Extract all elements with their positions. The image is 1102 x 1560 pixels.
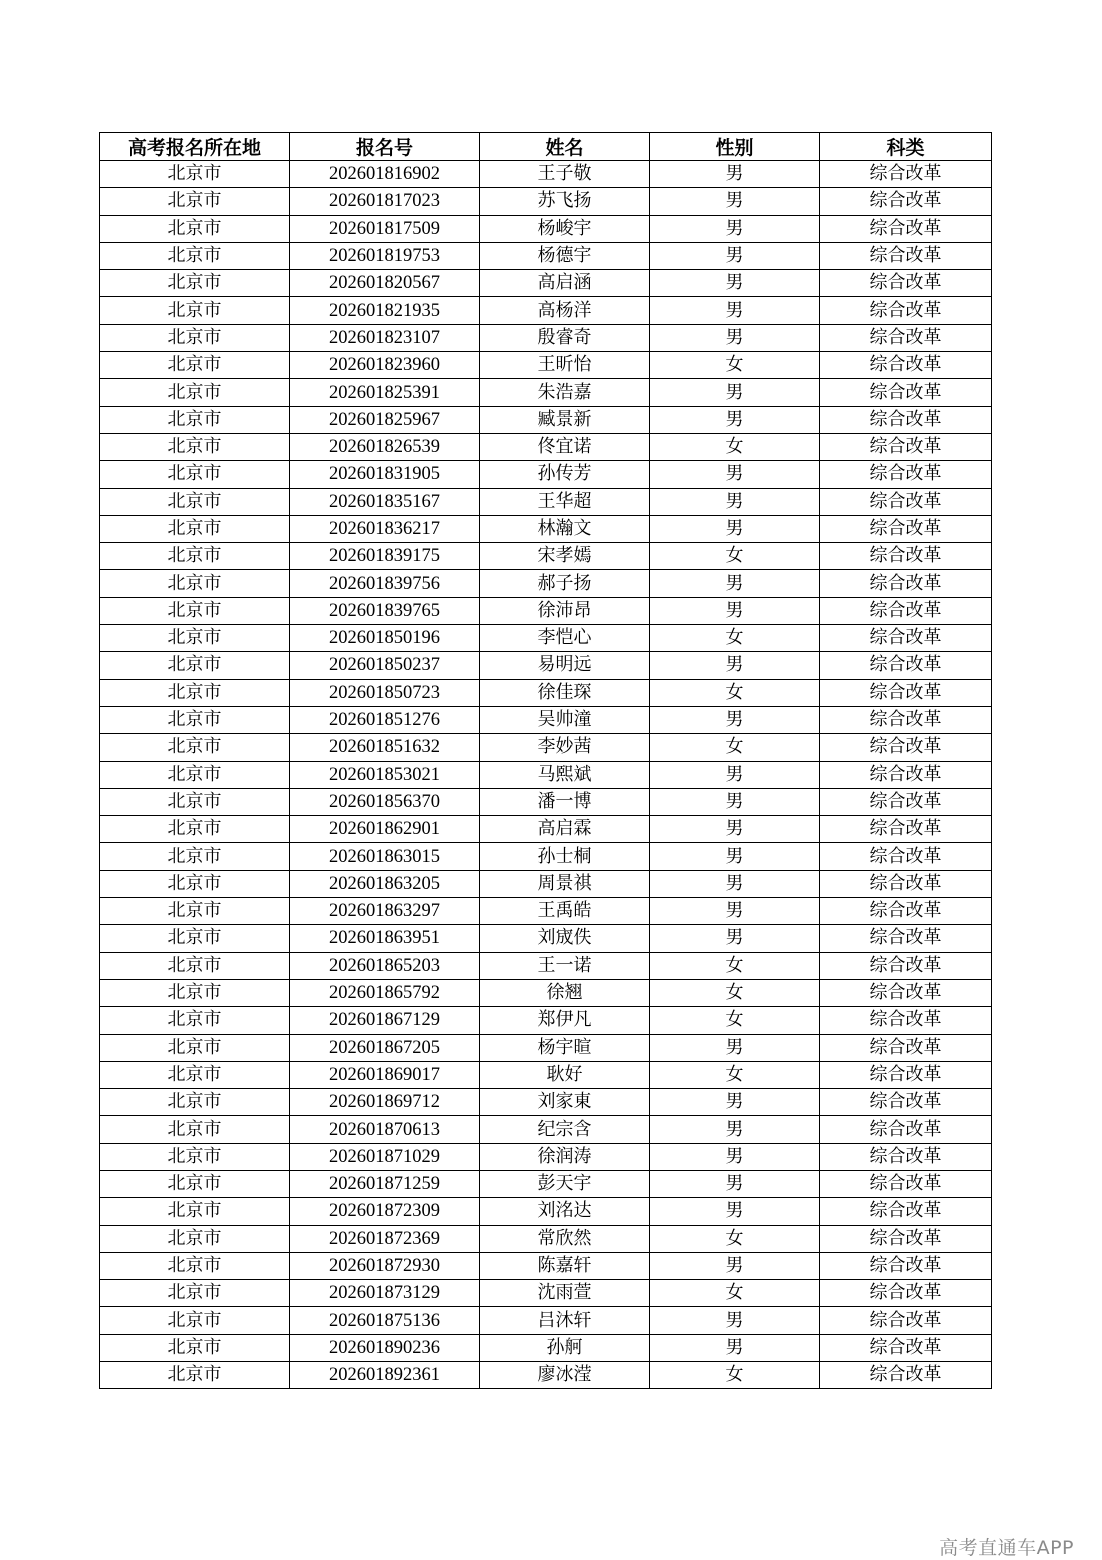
cell-registration-number: 202601850196 xyxy=(290,625,480,652)
cell-location: 北京市 xyxy=(100,270,290,297)
cell-gender: 男 xyxy=(650,1307,820,1334)
cell-registration-number: 202601892361 xyxy=(290,1362,480,1389)
cell-gender: 女 xyxy=(650,1225,820,1252)
cell-name: 李恺心 xyxy=(480,625,650,652)
cell-registration-number: 202601875136 xyxy=(290,1307,480,1334)
cell-registration-number: 202601853021 xyxy=(290,761,480,788)
table-row xyxy=(100,1143,992,1170)
table-row xyxy=(100,215,992,242)
cell-name: 王子敬 xyxy=(480,161,650,188)
cell-subject-category: 综合改革 xyxy=(820,1089,992,1116)
table-row xyxy=(100,898,992,925)
table-row xyxy=(100,488,992,515)
cell-registration-number: 202601865792 xyxy=(290,979,480,1006)
cell-gender: 男 xyxy=(650,870,820,897)
cell-registration-number: 202601873129 xyxy=(290,1280,480,1307)
cell-name: 徐翘 xyxy=(480,979,650,1006)
cell-subject-category: 综合改革 xyxy=(820,734,992,761)
cell-name: 杨峻宇 xyxy=(480,215,650,242)
cell-registration-number: 202601871259 xyxy=(290,1170,480,1197)
cell-registration-number: 202601869017 xyxy=(290,1061,480,1088)
cell-gender: 女 xyxy=(650,734,820,761)
cell-location: 北京市 xyxy=(100,488,290,515)
cell-gender: 男 xyxy=(650,816,820,843)
cell-gender: 男 xyxy=(650,242,820,269)
cell-location: 北京市 xyxy=(100,843,290,870)
table-row xyxy=(100,297,992,324)
cell-gender: 男 xyxy=(650,925,820,952)
cell-location: 北京市 xyxy=(100,1089,290,1116)
cell-subject-category: 综合改革 xyxy=(820,843,992,870)
cell-registration-number: 202601823960 xyxy=(290,352,480,379)
cell-subject-category: 综合改革 xyxy=(820,352,992,379)
cell-location: 北京市 xyxy=(100,1116,290,1143)
table-row xyxy=(100,597,992,624)
table-row xyxy=(100,242,992,269)
cell-name: 陈嘉轩 xyxy=(480,1252,650,1279)
cell-gender: 男 xyxy=(650,761,820,788)
cell-subject-category: 综合改革 xyxy=(820,461,992,488)
cell-location: 北京市 xyxy=(100,1307,290,1334)
cell-name: 徐沛昂 xyxy=(480,597,650,624)
cell-location: 北京市 xyxy=(100,1334,290,1361)
cell-subject-category: 综合改革 xyxy=(820,570,992,597)
table-row xyxy=(100,761,992,788)
cell-subject-category: 综合改革 xyxy=(820,188,992,215)
cell-location: 北京市 xyxy=(100,1007,290,1034)
cell-registration-number: 202601871029 xyxy=(290,1143,480,1170)
cell-location: 北京市 xyxy=(100,898,290,925)
cell-registration-number: 202601831905 xyxy=(290,461,480,488)
cell-location: 北京市 xyxy=(100,188,290,215)
cell-gender: 男 xyxy=(650,461,820,488)
cell-location: 北京市 xyxy=(100,652,290,679)
cell-subject-category: 综合改革 xyxy=(820,761,992,788)
table-row xyxy=(100,925,992,952)
cell-location: 北京市 xyxy=(100,379,290,406)
cell-gender: 男 xyxy=(650,161,820,188)
table-row xyxy=(100,188,992,215)
table-row xyxy=(100,706,992,733)
cell-gender: 男 xyxy=(650,1252,820,1279)
cell-subject-category: 综合改革 xyxy=(820,488,992,515)
table-row xyxy=(100,352,992,379)
cell-gender: 男 xyxy=(650,1170,820,1197)
cell-location: 北京市 xyxy=(100,870,290,897)
cell-subject-category: 综合改革 xyxy=(820,1143,992,1170)
cell-name: 郑伊凡 xyxy=(480,1007,650,1034)
cell-registration-number: 202601865203 xyxy=(290,952,480,979)
cell-gender: 男 xyxy=(650,270,820,297)
cell-name: 杨宇暄 xyxy=(480,1034,650,1061)
cell-location: 北京市 xyxy=(100,352,290,379)
table-row xyxy=(100,1307,992,1334)
cell-location: 北京市 xyxy=(100,406,290,433)
cell-registration-number: 202601872930 xyxy=(290,1252,480,1279)
cell-registration-number: 202601850723 xyxy=(290,679,480,706)
table-row xyxy=(100,461,992,488)
cell-location: 北京市 xyxy=(100,952,290,979)
cell-gender: 男 xyxy=(650,379,820,406)
cell-name: 王华超 xyxy=(480,488,650,515)
cell-subject-category: 综合改革 xyxy=(820,1362,992,1389)
cell-subject-category: 综合改革 xyxy=(820,324,992,351)
cell-subject-category: 综合改革 xyxy=(820,1334,992,1361)
cell-name: 纪宗含 xyxy=(480,1116,650,1143)
cell-gender: 男 xyxy=(650,597,820,624)
cell-registration-number: 202601816902 xyxy=(290,161,480,188)
cell-gender: 女 xyxy=(650,679,820,706)
cell-gender: 女 xyxy=(650,952,820,979)
cell-registration-number: 202601863951 xyxy=(290,925,480,952)
table-row xyxy=(100,1198,992,1225)
cell-name: 常欣然 xyxy=(480,1225,650,1252)
cell-name: 臧景新 xyxy=(480,406,650,433)
cell-name: 朱浩嘉 xyxy=(480,379,650,406)
column-header-gender: 性别 xyxy=(650,133,820,161)
cell-name: 吴帅潼 xyxy=(480,706,650,733)
cell-gender: 女 xyxy=(650,979,820,1006)
cell-subject-category: 综合改革 xyxy=(820,706,992,733)
cell-gender: 女 xyxy=(650,625,820,652)
cell-name: 彭天宇 xyxy=(480,1170,650,1197)
watermark-text: 高考直通车APP xyxy=(939,1537,1074,1559)
cell-location: 北京市 xyxy=(100,734,290,761)
cell-gender: 男 xyxy=(650,488,820,515)
cell-location: 北京市 xyxy=(100,706,290,733)
table-row xyxy=(100,1007,992,1034)
cell-subject-category: 综合改革 xyxy=(820,433,992,460)
cell-gender: 男 xyxy=(650,1034,820,1061)
cell-subject-category: 综合改革 xyxy=(820,1170,992,1197)
cell-registration-number: 202601839765 xyxy=(290,597,480,624)
table-row xyxy=(100,161,992,188)
cell-subject-category: 综合改革 xyxy=(820,788,992,815)
table-row xyxy=(100,1034,992,1061)
cell-registration-number: 202601890236 xyxy=(290,1334,480,1361)
table-row xyxy=(100,543,992,570)
cell-registration-number: 202601839756 xyxy=(290,570,480,597)
table-row xyxy=(100,515,992,542)
cell-location: 北京市 xyxy=(100,1362,290,1389)
cell-location: 北京市 xyxy=(100,515,290,542)
cell-gender: 女 xyxy=(650,1362,820,1389)
cell-location: 北京市 xyxy=(100,1225,290,1252)
cell-name: 苏飞扬 xyxy=(480,188,650,215)
table-row xyxy=(100,1116,992,1143)
cell-name: 高启霖 xyxy=(480,816,650,843)
cell-subject-category: 综合改革 xyxy=(820,625,992,652)
cell-subject-category: 综合改革 xyxy=(820,1198,992,1225)
cell-name: 李妙茜 xyxy=(480,734,650,761)
cell-registration-number: 202601851632 xyxy=(290,734,480,761)
cell-registration-number: 202601850237 xyxy=(290,652,480,679)
cell-subject-category: 综合改革 xyxy=(820,679,992,706)
table-row xyxy=(100,570,992,597)
table-body xyxy=(100,161,992,1389)
cell-location: 北京市 xyxy=(100,625,290,652)
table-row xyxy=(100,870,992,897)
cell-gender: 女 xyxy=(650,1280,820,1307)
cell-name: 王禹皓 xyxy=(480,898,650,925)
cell-name: 殷睿奇 xyxy=(480,324,650,351)
cell-registration-number: 202601863205 xyxy=(290,870,480,897)
cell-subject-category: 综合改革 xyxy=(820,925,992,952)
cell-location: 北京市 xyxy=(100,242,290,269)
table-row xyxy=(100,788,992,815)
cell-name: 徐润涛 xyxy=(480,1143,650,1170)
cell-subject-category: 综合改革 xyxy=(820,652,992,679)
cell-gender: 男 xyxy=(650,1198,820,1225)
table-row xyxy=(100,816,992,843)
table-row xyxy=(100,1089,992,1116)
cell-name: 刘洺达 xyxy=(480,1198,650,1225)
table-row xyxy=(100,324,992,351)
cell-name: 吕沐轩 xyxy=(480,1307,650,1334)
cell-name: 宋孝嫣 xyxy=(480,543,650,570)
admission-list-table xyxy=(99,132,992,1389)
cell-location: 北京市 xyxy=(100,433,290,460)
cell-location: 北京市 xyxy=(100,1143,290,1170)
cell-name: 马熙斌 xyxy=(480,761,650,788)
cell-registration-number: 202601823107 xyxy=(290,324,480,351)
cell-gender: 男 xyxy=(650,843,820,870)
cell-location: 北京市 xyxy=(100,1198,290,1225)
table-row xyxy=(100,1225,992,1252)
cell-location: 北京市 xyxy=(100,925,290,952)
cell-name: 刘家東 xyxy=(480,1089,650,1116)
column-header-subject-category: 科类 xyxy=(820,133,992,161)
cell-gender: 女 xyxy=(650,1007,820,1034)
table-row xyxy=(100,679,992,706)
cell-subject-category: 综合改革 xyxy=(820,1034,992,1061)
cell-registration-number: 202601821935 xyxy=(290,297,480,324)
cell-registration-number: 202601856370 xyxy=(290,788,480,815)
cell-location: 北京市 xyxy=(100,1280,290,1307)
cell-gender: 男 xyxy=(650,515,820,542)
cell-name: 周景祺 xyxy=(480,870,650,897)
cell-registration-number: 202601825391 xyxy=(290,379,480,406)
cell-location: 北京市 xyxy=(100,1061,290,1088)
cell-location: 北京市 xyxy=(100,1034,290,1061)
cell-name: 徐佳琛 xyxy=(480,679,650,706)
cell-subject-category: 综合改革 xyxy=(820,898,992,925)
cell-location: 北京市 xyxy=(100,215,290,242)
cell-subject-category: 综合改革 xyxy=(820,979,992,1006)
cell-registration-number: 202601863297 xyxy=(290,898,480,925)
cell-gender: 女 xyxy=(650,352,820,379)
cell-subject-category: 综合改革 xyxy=(820,379,992,406)
cell-registration-number: 202601851276 xyxy=(290,706,480,733)
table-row xyxy=(100,1362,992,1389)
table-row xyxy=(100,379,992,406)
cell-registration-number: 202601867205 xyxy=(290,1034,480,1061)
cell-registration-number: 202601867129 xyxy=(290,1007,480,1034)
table-row xyxy=(100,1280,992,1307)
cell-gender: 男 xyxy=(650,215,820,242)
cell-registration-number: 202601835167 xyxy=(290,488,480,515)
cell-subject-category: 综合改革 xyxy=(820,1252,992,1279)
table-row xyxy=(100,843,992,870)
cell-name: 耿好 xyxy=(480,1061,650,1088)
cell-location: 北京市 xyxy=(100,816,290,843)
cell-registration-number: 202601869712 xyxy=(290,1089,480,1116)
column-header-registration-number: 报名号 xyxy=(290,133,480,161)
cell-gender: 男 xyxy=(650,188,820,215)
cell-location: 北京市 xyxy=(100,788,290,815)
cell-gender: 女 xyxy=(650,1061,820,1088)
cell-subject-category: 综合改革 xyxy=(820,515,992,542)
cell-gender: 男 xyxy=(650,788,820,815)
cell-subject-category: 综合改革 xyxy=(820,1061,992,1088)
table-row xyxy=(100,1061,992,1088)
cell-subject-category: 综合改革 xyxy=(820,543,992,570)
cell-location: 北京市 xyxy=(100,1252,290,1279)
cell-gender: 男 xyxy=(650,1089,820,1116)
cell-subject-category: 综合改革 xyxy=(820,816,992,843)
cell-subject-category: 综合改革 xyxy=(820,1007,992,1034)
cell-registration-number: 202601836217 xyxy=(290,515,480,542)
table-row xyxy=(100,625,992,652)
cell-subject-category: 综合改革 xyxy=(820,406,992,433)
cell-subject-category: 综合改革 xyxy=(820,1225,992,1252)
cell-name: 林瀚文 xyxy=(480,515,650,542)
table-header-row xyxy=(100,133,992,161)
cell-name: 易明远 xyxy=(480,652,650,679)
cell-name: 高杨洋 xyxy=(480,297,650,324)
cell-subject-category: 综合改革 xyxy=(820,1307,992,1334)
cell-registration-number: 202601820567 xyxy=(290,270,480,297)
cell-subject-category: 综合改革 xyxy=(820,161,992,188)
cell-registration-number: 202601819753 xyxy=(290,242,480,269)
cell-gender: 男 xyxy=(650,898,820,925)
cell-name: 廖冰滢 xyxy=(480,1362,650,1389)
cell-name: 佟宜诺 xyxy=(480,433,650,460)
table-row xyxy=(100,1334,992,1361)
cell-name: 杨德宇 xyxy=(480,242,650,269)
cell-subject-category: 综合改革 xyxy=(820,297,992,324)
cell-name: 潘一博 xyxy=(480,788,650,815)
cell-subject-category: 综合改革 xyxy=(820,1280,992,1307)
cell-registration-number: 202601870613 xyxy=(290,1116,480,1143)
cell-registration-number: 202601826539 xyxy=(290,433,480,460)
cell-registration-number: 202601872369 xyxy=(290,1225,480,1252)
cell-location: 北京市 xyxy=(100,597,290,624)
cell-name: 刘宬佚 xyxy=(480,925,650,952)
cell-location: 北京市 xyxy=(100,761,290,788)
cell-registration-number: 202601872309 xyxy=(290,1198,480,1225)
cell-name: 孙士桐 xyxy=(480,843,650,870)
cell-location: 北京市 xyxy=(100,461,290,488)
cell-subject-category: 综合改革 xyxy=(820,215,992,242)
cell-gender: 男 xyxy=(650,1143,820,1170)
table-row xyxy=(100,652,992,679)
cell-registration-number: 202601862901 xyxy=(290,816,480,843)
cell-registration-number: 202601839175 xyxy=(290,543,480,570)
cell-subject-category: 综合改革 xyxy=(820,270,992,297)
table-row xyxy=(100,1252,992,1279)
cell-location: 北京市 xyxy=(100,161,290,188)
cell-location: 北京市 xyxy=(100,543,290,570)
cell-gender: 女 xyxy=(650,433,820,460)
cell-gender: 男 xyxy=(650,406,820,433)
table-row xyxy=(100,979,992,1006)
cell-gender: 男 xyxy=(650,652,820,679)
table-row xyxy=(100,734,992,761)
table-row xyxy=(100,270,992,297)
cell-location: 北京市 xyxy=(100,324,290,351)
cell-name: 郝子扬 xyxy=(480,570,650,597)
cell-location: 北京市 xyxy=(100,570,290,597)
cell-gender: 男 xyxy=(650,706,820,733)
cell-gender: 女 xyxy=(650,543,820,570)
cell-subject-category: 综合改革 xyxy=(820,952,992,979)
cell-name: 孙传芳 xyxy=(480,461,650,488)
cell-location: 北京市 xyxy=(100,297,290,324)
table-row xyxy=(100,952,992,979)
cell-registration-number: 202601817509 xyxy=(290,215,480,242)
cell-registration-number: 202601825967 xyxy=(290,406,480,433)
cell-name: 王一诺 xyxy=(480,952,650,979)
cell-subject-category: 综合改革 xyxy=(820,242,992,269)
cell-gender: 男 xyxy=(650,1116,820,1143)
cell-name: 高启涵 xyxy=(480,270,650,297)
cell-registration-number: 202601863015 xyxy=(290,843,480,870)
cell-subject-category: 综合改革 xyxy=(820,870,992,897)
cell-location: 北京市 xyxy=(100,1170,290,1197)
table-row xyxy=(100,433,992,460)
column-header-location: 高考报名所在地 xyxy=(100,133,290,161)
table-row xyxy=(100,1170,992,1197)
cell-location: 北京市 xyxy=(100,979,290,1006)
column-header-name: 姓名 xyxy=(480,133,650,161)
cell-location: 北京市 xyxy=(100,679,290,706)
cell-gender: 男 xyxy=(650,1334,820,1361)
cell-gender: 男 xyxy=(650,324,820,351)
cell-gender: 男 xyxy=(650,297,820,324)
cell-subject-category: 综合改革 xyxy=(820,597,992,624)
cell-registration-number: 202601817023 xyxy=(290,188,480,215)
cell-gender: 男 xyxy=(650,570,820,597)
cell-name: 王昕怡 xyxy=(480,352,650,379)
cell-name: 沈雨萱 xyxy=(480,1280,650,1307)
table-row xyxy=(100,406,992,433)
cell-subject-category: 综合改革 xyxy=(820,1116,992,1143)
cell-name: 孙舸 xyxy=(480,1334,650,1361)
